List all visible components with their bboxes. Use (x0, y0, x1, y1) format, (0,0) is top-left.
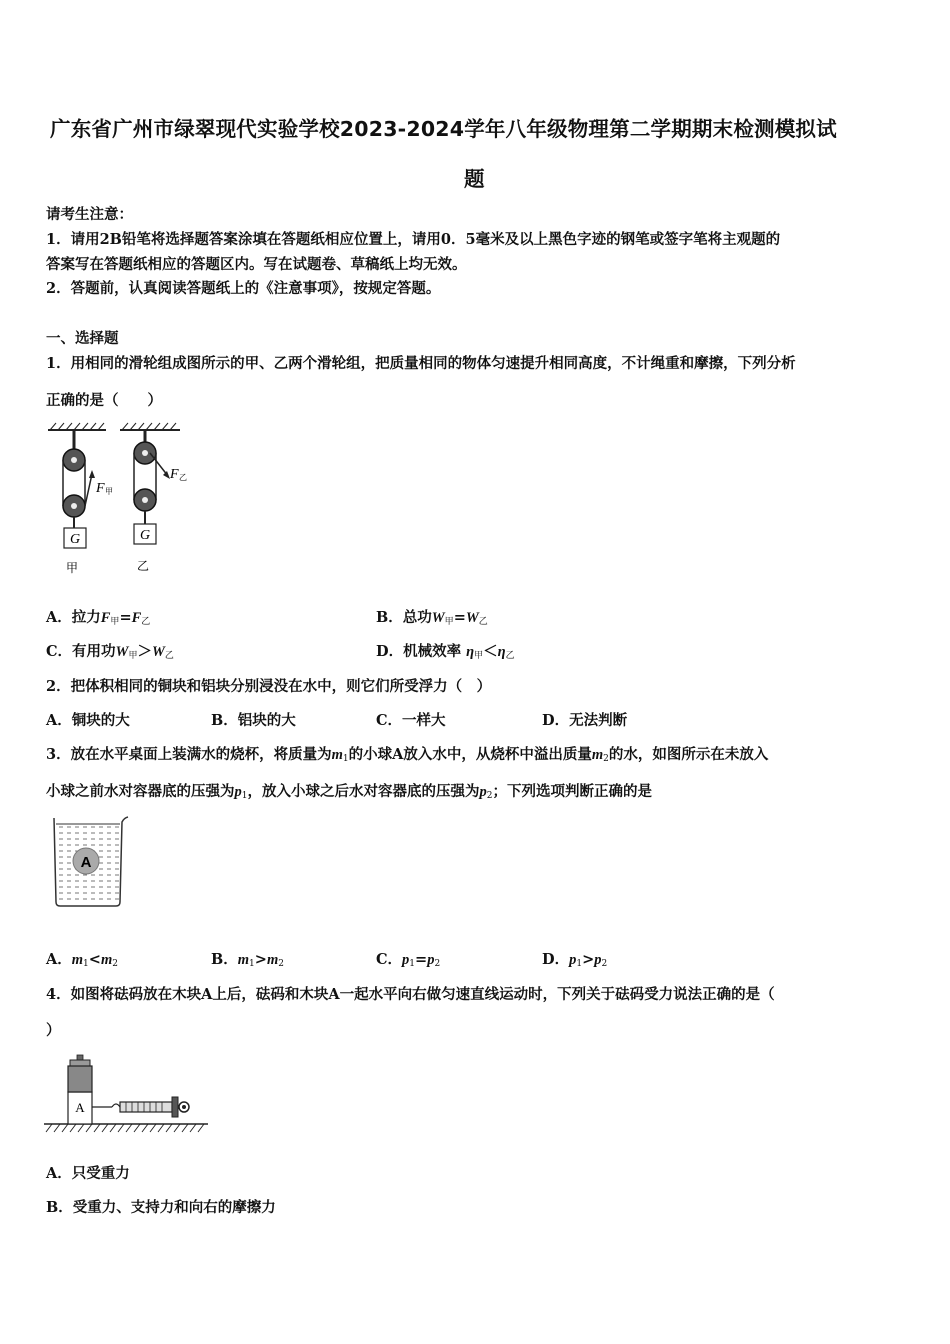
question-1-stem: 1．用相同的滑轮组成图所示的甲、乙两个滑轮组，把质量相同的物体匀速提升相同高度，不计绳重和摩擦，下列分析 (46, 355, 796, 372)
q4-option-b[interactable]: B．受重力、支持力和向右的摩擦力 (46, 1199, 276, 1216)
question-4-stem: 4．如图将砝码放在木块A上后，砝码和木块A一起水平向右做匀速直线运动时，下列关于砝码受力说法正确的是（ (46, 986, 775, 1003)
page-title: 广东省广州市绿翠现代实验学校2023-2024学年八年级物理第二学期期末检测模拟试 (50, 117, 837, 141)
section-heading: 一、选择题 (46, 330, 119, 347)
block-label: A (75, 1100, 85, 1115)
pulley-figure (44, 420, 204, 580)
question-3-stem: 3．放在水平桌面上装满水的烧杯，将质量为$m_1$的小球A放入水中，从烧杯中溢出质量$m_2$的水，如图所示在未放入 (46, 746, 769, 764)
question-4-stem-cont: ） (46, 1022, 61, 1039)
q2-option-c[interactable]: C．一样大 (376, 712, 446, 729)
caption-jia: 甲 (66, 561, 79, 575)
weight-label-right: G (139, 528, 151, 543)
q1-option-b[interactable]: B．总功$W_甲=W_乙$ (376, 609, 488, 627)
q3-option-a[interactable]: A．$m_1<m_2$ (46, 951, 118, 969)
notice-item-1: 1．请用2B铅笔将选择题答案涂填在答题纸相应位置上，请用0．5毫米及以上黑色字迹的钢笔或签字笔将主观题的 (46, 231, 781, 248)
force-label-yi-sub: 乙 (179, 473, 187, 482)
question-1-stem-cont: 正确的是（ ） (46, 392, 162, 409)
notice-item-1-cont: 答案写在答题纸相应的答题区内。写在试题卷、草稿纸上均无效。 (46, 256, 467, 273)
notice-heading: 请考生注意： (46, 206, 133, 223)
question-3-stem-cont: 小球之前水对容器底的压强为$p_1$，放入小球之后水对容器底的压强为$p_2$；下列选项判断正确的是 (46, 783, 652, 801)
weight-label-left: G (69, 532, 81, 547)
q3-option-c[interactable]: C．$p_1=p_2$ (376, 951, 441, 969)
q2-option-d[interactable]: D．无法判断 (542, 712, 628, 729)
ball-label: A (80, 854, 92, 871)
question-2-stem: 2．把体积相同的铜块和铝块分别浸没在水中，则它们所受浮力（ ） (46, 678, 492, 695)
q2-option-b[interactable]: B．铝块的大 (211, 712, 296, 729)
beaker-figure (50, 812, 140, 912)
block-scale-figure (42, 1050, 212, 1140)
q3-option-b[interactable]: B．$m_1>m_2$ (211, 951, 284, 969)
q1-option-a[interactable]: A．拉力$F_甲=F_乙$ (46, 609, 151, 627)
q2-option-a[interactable]: A．铜块的大 (46, 712, 130, 729)
page-title-continued: 题 (464, 167, 485, 191)
q1-option-d[interactable]: D．机械效率 $\eta_甲<\eta_乙$ (376, 643, 515, 661)
q1-option-c[interactable]: C．有用功$W_甲>W_乙$ (46, 643, 174, 661)
q4-option-a[interactable]: A．只受重力 (46, 1165, 130, 1182)
force-label-jia: F (96, 481, 105, 496)
q3-option-d[interactable]: D．$p_1>p_2$ (542, 951, 608, 969)
caption-yi: 乙 (137, 559, 150, 573)
force-label-yi: F (170, 467, 179, 482)
force-label-jia-sub: 甲 (105, 487, 113, 496)
notice-item-2: 2．答题前，认真阅读答题纸上的《注意事项》，按规定答题。 (46, 280, 441, 297)
